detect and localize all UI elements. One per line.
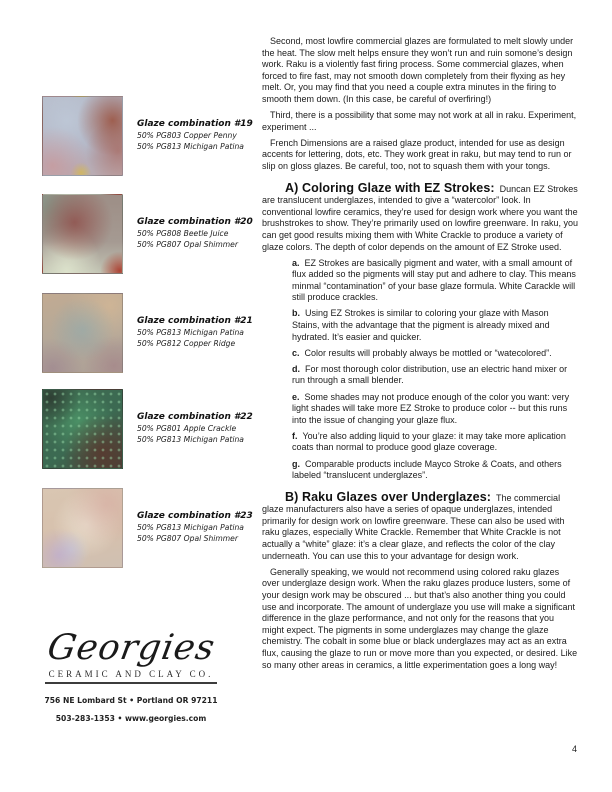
company-logo (26, 628, 236, 723)
logo-script-text: Georgies (44, 628, 218, 668)
glaze-title: Glaze combination #23 (137, 511, 253, 521)
list-item-g (292, 459, 578, 482)
paragraph-generally: Generally speaking, we would not recommend using colored raku glazes over underglaze design work. When the raku glazes produce lusters, some of your design work may be obscured ... but that’s also another thing you could use and incorporate. The amount of underglaze you use will make a significant difference in the glaze performance, and not only for the reasons that you might expect. The pigments in some underglazes may change the glaze chemistry. The cobalt in some blue or black underglazes may act as an extra flux, causing the glaze to run or move more than you expected, or desired. Like so many other areas in ceramics, a little experimentation goes a long way! (262, 566, 578, 670)
item-letter: a. (292, 257, 300, 268)
glaze-entry (42, 194, 257, 274)
glaze-swatch-photo (42, 96, 123, 176)
list-item-a (292, 258, 578, 304)
glaze-recipe-line: 50% PG803 Copper Penny (137, 131, 237, 140)
glaze-title: Glaze combination #21 (137, 316, 253, 326)
glaze-swatch-photo (42, 293, 123, 373)
logo-subtitle: CERAMIC AND CLAY CO. (48, 669, 214, 679)
section-a (262, 180, 578, 254)
glaze-entry (42, 293, 257, 373)
glaze-recipe-line: 50% PG813 Michigan Patina (137, 523, 244, 532)
glaze-recipe-line: 50% PG808 Beetle Juice (137, 229, 229, 238)
glaze-recipe-line: 50% PG807 Opal Shimmer (137, 534, 238, 543)
item-text: For most thorough color distribution, use an electric hand mixer or run through a small blender. (292, 363, 568, 386)
glaze-title: Glaze combination #20 (137, 217, 253, 227)
glaze-entry (42, 488, 257, 568)
glaze-title: Glaze combination #19 (137, 119, 253, 129)
item-letter: g. (292, 458, 300, 469)
glaze-recipe-line: 50% PG813 Michigan Patina (137, 328, 244, 337)
glaze-swatch-photo (42, 389, 123, 469)
item-letter: e. (292, 391, 300, 402)
item-text: Using EZ Strokes is similar to coloring your glaze with Mason Stains, with the advantage that the pigment is already mixed and hydrated. It’s easier and quicker. (292, 308, 550, 342)
paragraph-second: Second, most lowfire commercial glazes are formulated to melt slowly under the heat. The slow melt helps ensure they won’t run and ruin somone’s design work. Raku is a violently fast firing process. Some commercial glazes, when forced to fire fast, may not smooth down completely from their flyxing as hey melt. Or, you may find that you need a couple extra minutes in the firing to smooth them down. (In this case, be careful of overfiring!) (262, 36, 574, 104)
glaze-swatch-photo (42, 488, 123, 568)
section-b (262, 489, 578, 563)
glaze-label (137, 510, 257, 568)
item-text: Comparable products include Mayco Stroke & Coats, and others labeled “translucent underglazes”. (292, 458, 562, 481)
section-b-heading: B) Raku Glazes over Underglazes: (285, 489, 492, 504)
section-a-text: Duncan EZ Strokes are translucent underglazes, intended to give a “watercolor” look. In conventional lowfire ceramics, they’re used for design work where you want the brushstrokes to show. They’re primarily used on lowfire greenware. In raku, you can get good results mixing them with White Crackle to produce a variety of glaze colors. The depth of color depends on the amount of EZ Stroke used. (262, 183, 578, 252)
list-item-b (292, 308, 578, 343)
address-line: 756 NE Lombard St • Portland OR 97211 (44, 695, 218, 705)
glaze-label (137, 411, 257, 469)
glaze-recipe-line: 50% PG813 Michigan Patina (137, 435, 244, 444)
paragraph-french-dimensions: French Dimensions are a raised glaze product, intended for use as design accents for lettering, dots, etc. They work great in raku, but may tend to run or slip on gloss glazes. Be careful, too, not to squash them with your tongs. (262, 137, 572, 171)
list-item-f (292, 431, 578, 454)
glaze-recipe-line: 50% PG812 Copper Ridge (137, 339, 236, 348)
glaze-recipe-line: 50% PG813 Michigan Patina (137, 142, 244, 151)
section-b-text: The commercial glaze manufacturers also have a series of opaque underglazes, intended primarily for design work on lowfire greenware. These can also be used with raku glazes, especially White Crackle. Remember that White Crackle is not actually a “white” glaze: it’s a clear glaze, and reflects the color of the clay underneath. You can use this to your advantage for design work. (262, 492, 565, 561)
glaze-title: Glaze combination #22 (137, 412, 253, 422)
item-letter: f. (292, 430, 298, 441)
glaze-recipe-line: 50% PG807 Opal Shimmer (137, 240, 238, 249)
item-letter: c. (292, 347, 300, 358)
item-letter: b. (292, 308, 300, 319)
glaze-label (137, 118, 257, 176)
item-text: Color results will probably always be mottled or “watecolored”. (304, 347, 552, 358)
glaze-recipe-line: 50% PG801 Apple Crackle (137, 424, 237, 433)
glaze-entry (42, 96, 257, 176)
list-item-d (292, 364, 578, 387)
page-number: 4 (572, 744, 578, 754)
section-a-heading: A) Coloring Glaze with EZ Strokes: (285, 180, 495, 195)
item-text: Some shades may not produce enough of the color you want: very light shades will take more EZ Stroke to produce color -- but this runs into the issue of changing your glaze flux. (292, 391, 570, 425)
item-text: EZ Strokes are basically pigment and water, with a small amount of flux added so the pigments will stay put and adhere to clay. This means minmal “contamination” of your base glaze formula. White Carackle will still produce crackles. (292, 257, 576, 303)
logo-divider (45, 682, 217, 684)
phone-website-line: 503-283-1353 • www.georgies.com (55, 713, 207, 723)
glaze-label (137, 216, 257, 274)
list-item-c (292, 348, 578, 360)
list-item-e (292, 392, 578, 427)
paragraph-third: Third, there is a possibility that some may not work at all in raku. Experiment, experiment ... (262, 110, 577, 132)
glaze-swatch-photo (42, 194, 123, 274)
article-content (262, 36, 578, 676)
lettered-list (292, 258, 578, 482)
glaze-entry (42, 389, 257, 469)
glaze-label (137, 315, 257, 373)
item-text: You’re also adding liquid to your glaze: it may take more aplication coats than normal to produce good glaze coverage. (292, 430, 566, 453)
item-letter: d. (292, 363, 300, 374)
